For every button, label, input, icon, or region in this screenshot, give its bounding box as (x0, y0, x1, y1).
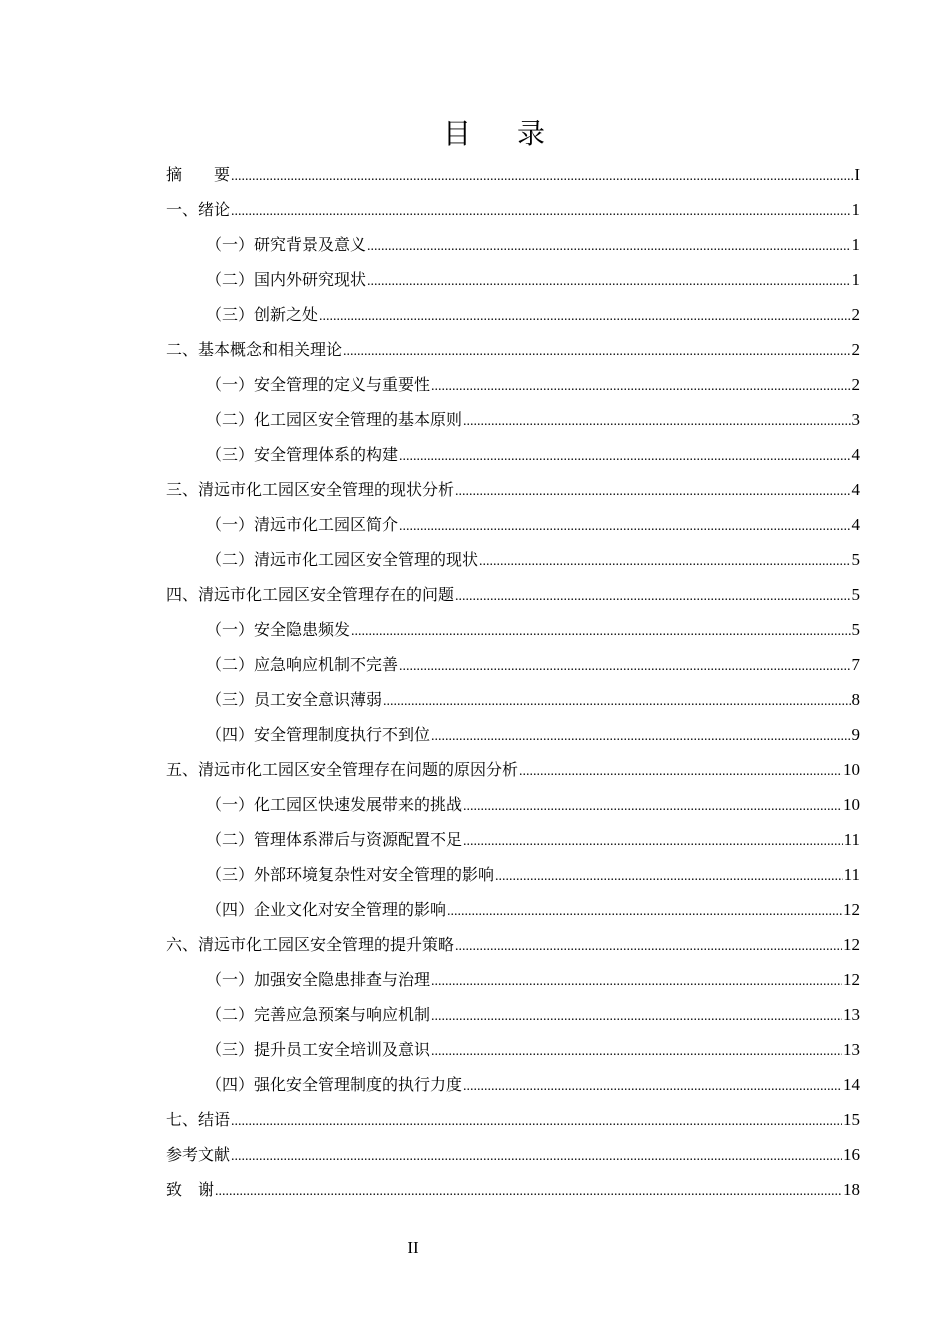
dot-leader (495, 859, 843, 894)
toc-entry-page: 11 (843, 830, 860, 849)
toc-entry-page: 1 (851, 235, 860, 254)
toc-entry-page: 1 (851, 200, 860, 219)
dot-leader (231, 1139, 842, 1174)
toc-entry[interactable] (166, 1067, 860, 1102)
toc-entry-page: 13 (843, 1005, 860, 1024)
toc-entry-page: 18 (843, 1180, 860, 1199)
toc-title-char-2: 录 (517, 117, 548, 150)
dot-leader (399, 649, 850, 684)
table-of-contents (166, 157, 860, 1207)
toc-entry[interactable] (166, 332, 860, 367)
toc-entry-page: 2 (851, 375, 860, 394)
toc-entry[interactable] (166, 787, 860, 822)
toc-title (0, 112, 950, 152)
toc-entry[interactable] (166, 962, 860, 997)
toc-entry[interactable] (166, 682, 860, 717)
dot-leader (455, 579, 850, 614)
toc-entry-label: （一）安全隐患频发 (206, 620, 351, 639)
dot-leader (479, 544, 850, 579)
toc-entry-label: （三）提升员工安全培训及意识 (206, 1040, 431, 1059)
toc-entry[interactable] (166, 997, 860, 1032)
toc-entry-page: 5 (851, 550, 860, 569)
dot-leader (215, 1174, 842, 1209)
toc-entry[interactable] (166, 472, 860, 507)
toc-entry-page: 12 (843, 900, 860, 919)
dot-leader (399, 439, 850, 474)
toc-entry-label: （三）安全管理体系的构建 (206, 445, 399, 464)
toc-entry-page: 5 (851, 620, 860, 639)
dot-leader (367, 264, 850, 299)
toc-entry-label: 四、清远市化工园区安全管理存在的问题 (166, 585, 455, 604)
toc-entry-label: 参考文献 (166, 1145, 231, 1164)
toc-entry-page: 2 (851, 305, 860, 324)
toc-entry-page: 4 (851, 445, 860, 464)
toc-entry[interactable] (166, 192, 860, 227)
toc-entry-page: 10 (843, 795, 860, 814)
toc-entry-label: （一）清远市化工园区简介 (206, 515, 399, 534)
toc-entry[interactable] (166, 437, 860, 472)
toc-entry[interactable] (166, 927, 860, 962)
toc-entry-page: 7 (851, 655, 860, 674)
toc-entry-label: 致 谢 (166, 1180, 215, 1199)
toc-entry[interactable] (166, 577, 860, 612)
toc-entry-page: 4 (851, 480, 860, 499)
dot-leader (231, 1104, 842, 1139)
toc-entry[interactable] (166, 227, 860, 262)
toc-entry-page: I (854, 165, 860, 184)
dot-leader (463, 824, 843, 859)
toc-entry-label: （二）化工园区安全管理的基本原则 (206, 410, 463, 429)
toc-entry[interactable] (166, 367, 860, 402)
toc-title-char-1: 目 (442, 117, 473, 150)
dot-leader (231, 159, 853, 194)
toc-entry-label: 六、清远市化工园区安全管理的提升策略 (166, 935, 455, 954)
toc-entry[interactable] (166, 752, 860, 787)
toc-entry-page: 3 (851, 410, 860, 429)
toc-entry-label: （二）国内外研究现状 (206, 270, 367, 289)
toc-entry-page: 1 (851, 270, 860, 289)
toc-entry-label: （一）化工园区快速发展带来的挑战 (206, 795, 463, 814)
dot-leader (431, 1034, 842, 1069)
dot-leader (463, 789, 842, 824)
toc-entry-label: （二）清远市化工园区安全管理的现状 (206, 550, 479, 569)
dot-leader (319, 299, 850, 334)
toc-entry-page: 9 (851, 725, 860, 744)
dot-leader (343, 334, 850, 369)
toc-entry-label: 一、绪论 (166, 200, 231, 219)
toc-entry[interactable] (166, 1137, 860, 1172)
dot-leader (463, 404, 850, 439)
dot-leader (399, 509, 850, 544)
toc-entry-label: （一）加强安全隐患排查与治理 (206, 970, 431, 989)
dot-leader (383, 684, 850, 719)
toc-entry-page: 8 (851, 690, 860, 709)
dot-leader (431, 964, 842, 999)
toc-entry-label: 二、基本概念和相关理论 (166, 340, 343, 359)
toc-entry-label: （四）强化安全管理制度的执行力度 (206, 1075, 463, 1094)
toc-entry-label: （一）研究背景及意义 (206, 235, 367, 254)
toc-entry[interactable] (166, 1032, 860, 1067)
dot-leader (447, 894, 842, 929)
toc-entry[interactable] (166, 717, 860, 752)
toc-entry-label: 七、结语 (166, 1110, 231, 1129)
dot-leader (519, 754, 842, 789)
toc-entry[interactable] (166, 857, 860, 892)
toc-entry[interactable] (166, 507, 860, 542)
toc-entry-page: 14 (843, 1075, 860, 1094)
dot-leader (455, 474, 850, 509)
toc-entry-page: 13 (843, 1040, 860, 1059)
toc-entry[interactable] (166, 822, 860, 857)
dot-leader (351, 614, 850, 649)
toc-entry-page: 12 (843, 970, 860, 989)
dot-leader (431, 369, 850, 404)
toc-entry-page: 5 (851, 585, 860, 604)
toc-entry-label: （二）管理体系滞后与资源配置不足 (206, 830, 463, 849)
toc-entry-label: （二）完善应急预案与响应机制 (206, 1005, 431, 1024)
toc-entry[interactable] (166, 612, 860, 647)
toc-entry-page: 15 (843, 1110, 860, 1129)
toc-entry-label: 三、清远市化工园区安全管理的现状分析 (166, 480, 455, 499)
dot-leader (463, 1069, 842, 1104)
toc-entry-label: （三）创新之处 (206, 305, 319, 324)
toc-entry-page: 10 (843, 760, 860, 779)
toc-entry[interactable] (166, 262, 860, 297)
toc-entry[interactable] (166, 157, 860, 192)
toc-entry[interactable] (166, 402, 860, 437)
toc-entry-label: 五、清远市化工园区安全管理存在问题的原因分析 (166, 760, 519, 779)
toc-entry-page: 11 (843, 865, 860, 884)
dot-leader (367, 229, 850, 264)
dot-leader (455, 929, 842, 964)
toc-entry-label: 摘 要 (166, 165, 231, 184)
toc-entry-label: （四）企业文化对安全管理的影响 (206, 900, 447, 919)
toc-entry-label: （一）安全管理的定义与重要性 (206, 375, 431, 394)
dot-leader (431, 719, 850, 754)
dot-leader (231, 194, 850, 229)
toc-entry[interactable] (166, 297, 860, 332)
toc-entry-label: （二）应急响应机制不完善 (206, 655, 399, 674)
toc-entry-page: 12 (843, 935, 860, 954)
toc-entry-label: （三）员工安全意识薄弱 (206, 690, 383, 709)
toc-entry-page: 2 (851, 340, 860, 359)
page-number-footer: II (407, 1238, 419, 1257)
toc-entry[interactable] (166, 1102, 860, 1137)
toc-entry[interactable] (166, 647, 860, 682)
toc-entry-page: 4 (851, 515, 860, 534)
toc-entry[interactable] (166, 1172, 860, 1207)
toc-entry-label: （三）外部环境复杂性对安全管理的影响 (206, 865, 495, 884)
toc-entry-label: （四）安全管理制度执行不到位 (206, 725, 431, 744)
dot-leader (431, 999, 842, 1034)
toc-entry[interactable] (166, 542, 860, 577)
toc-entry[interactable] (166, 892, 860, 927)
toc-entry-page: 16 (843, 1145, 860, 1164)
